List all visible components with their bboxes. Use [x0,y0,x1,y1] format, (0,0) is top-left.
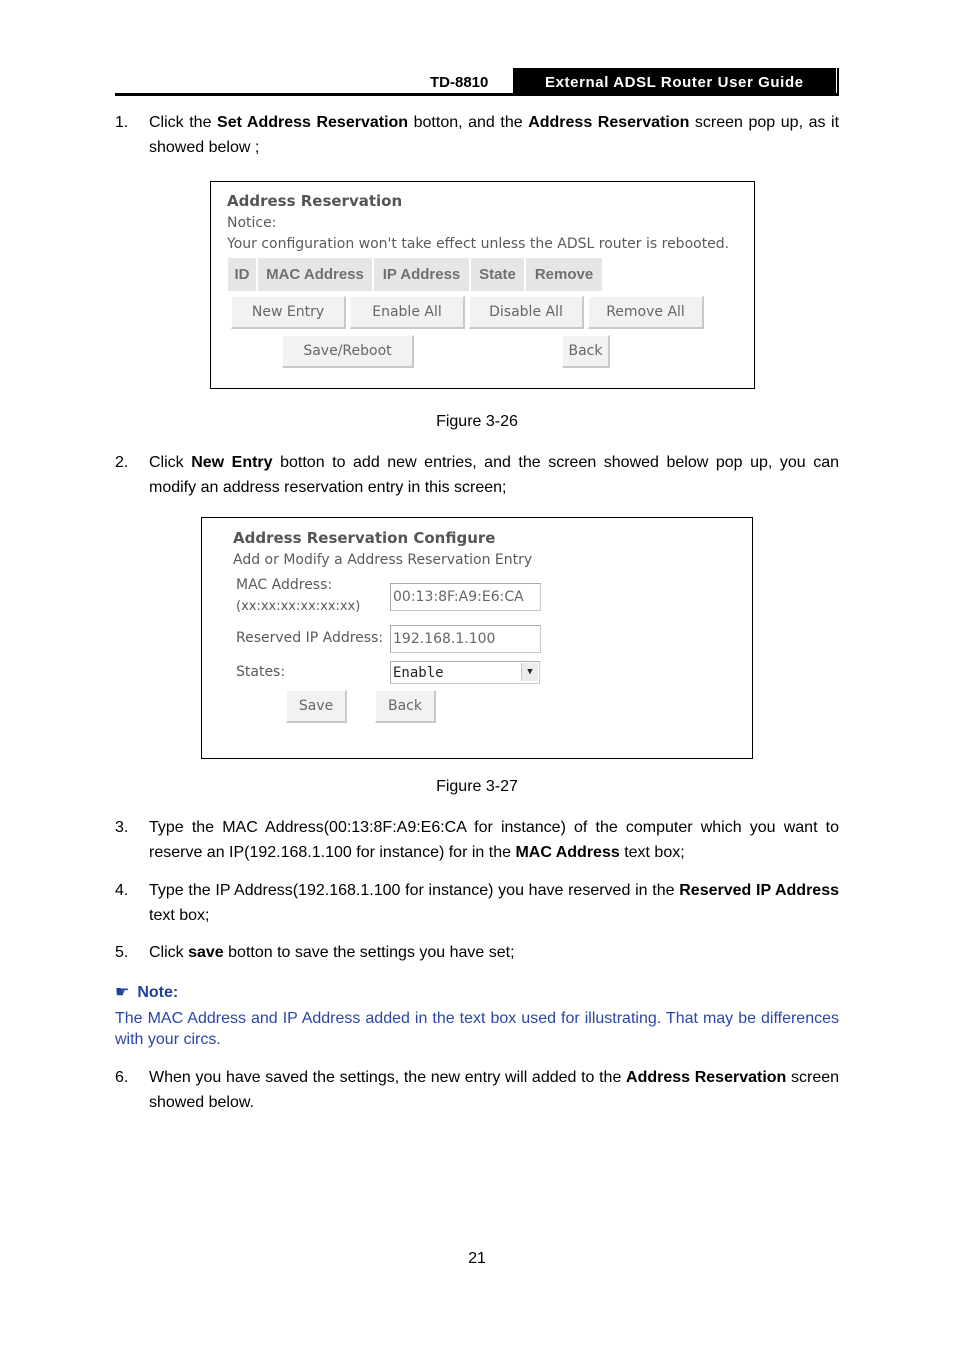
disable-all-button[interactable]: Disable All [469,296,584,329]
column-header: IP Address [374,258,471,291]
panel-title: Address Reservation [227,192,403,210]
reserved-ip-label: Reserved IP Address: [236,630,384,646]
column-header: Remove [526,258,602,291]
back-button[interactable]: Back [375,690,436,723]
states-select[interactable] [390,661,540,684]
panel-title: Address Reservation Configure [233,529,496,547]
column-header: ID [228,258,258,291]
enable-all-button[interactable]: Enable All [350,296,465,329]
step-number: 2. [115,454,129,471]
mac-format-hint: (xx:xx:xx:xx:xx:xx) [236,599,361,614]
header-rule [115,93,839,96]
note-heading [115,982,178,1002]
pointing-hand-icon: ☛ [115,984,130,1001]
step-text: Click the Set Address Reservation botton, and the Address Reservation screen pop up, as it showed below ; [149,114,840,156]
step-number: 1. [115,114,129,131]
save-reboot-button[interactable]: Save/Reboot [282,335,414,368]
step-2 [115,450,839,500]
states-select-value: Enable [393,664,444,681]
page-number: 21 [468,1250,486,1267]
notice-label: Notice: [227,215,277,231]
step-text: Type the IP Address(192.168.1.100 for instance) you have reserved in the Reserved IP Address text box; [149,882,839,924]
chevron-down-icon[interactable]: ▼ [521,663,538,681]
note-title: Note: [137,984,179,1001]
address-reservation-configure-screenshot [201,517,753,759]
step-number: 4. [115,882,129,899]
header-rule-tick [837,68,839,96]
panel-subtitle: Add or Modify a Address Reservation Entry [233,552,533,568]
step-number: 5. [115,944,129,961]
address-reservation-screenshot [210,181,755,389]
step-3 [115,815,839,865]
step-text: Click New Entry botton to add new entries, and the screen showed below pop up, you can modify an address reservation entry in this screen; [149,454,839,496]
step-number: 6. [115,1069,129,1086]
header-guide-title: External ADSL Router User Guide [545,74,804,91]
back-button[interactable]: Back [562,335,610,368]
step-text: Click save botton to save the settings you have set; [149,944,515,961]
states-label: States: [236,664,286,680]
column-header: State [471,258,526,291]
figure-caption: Figure 3-27 [436,778,518,795]
step-text: Type the MAC Address(00:13:8F:A9:E6:CA for instance) of the computer which you want to reserve an IP(192.168.1.100 for instance) for in the MAC Address text box; [149,819,839,861]
step-6 [115,1065,839,1115]
step-text: When you have saved the settings, the new entry will added to the Address Reservation screen showed below. [149,1069,840,1111]
new-entry-button[interactable]: New Entry [231,296,346,329]
notice-text: Your configuration won't take effect unless the ADSL router is rebooted. [227,236,730,252]
mac-address-input[interactable]: 00:13:8F:A9:E6:CA [390,583,541,611]
column-header: MAC Address [258,258,374,291]
reservation-table-header [228,258,602,292]
note-text: The MAC Address and IP Address added in the text box used for illustrating. That may be differences with your circs. [115,1010,839,1048]
header-model: TD-8810 [430,74,489,91]
remove-all-button[interactable]: Remove All [588,296,704,329]
save-button[interactable]: Save [286,690,347,723]
step-number: 3. [115,819,129,836]
mac-address-label: MAC Address: [236,577,333,593]
step-1 [115,110,839,160]
figure-caption: Figure 3-26 [436,413,518,430]
step-5 [115,940,839,965]
step-4 [115,878,839,928]
reserved-ip-input[interactable]: 192.168.1.100 [390,625,541,653]
